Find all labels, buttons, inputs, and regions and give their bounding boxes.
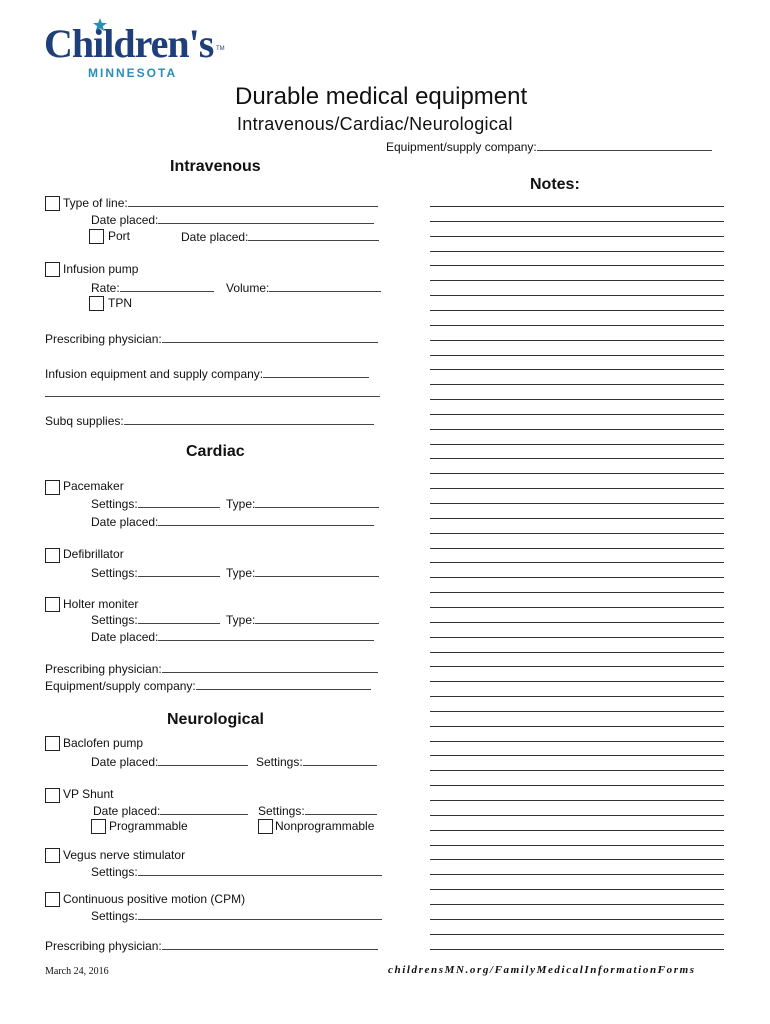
vp-settings-field[interactable]: Settings: — [258, 803, 377, 818]
note-line[interactable] — [430, 949, 724, 950]
note-line[interactable] — [430, 696, 724, 697]
note-line[interactable] — [430, 889, 724, 890]
note-line[interactable] — [430, 355, 724, 356]
note-line[interactable] — [430, 251, 724, 252]
neuro-prescribing-physician-field[interactable]: Prescribing physician: — [45, 938, 378, 953]
note-line[interactable] — [430, 815, 724, 816]
note-line[interactable] — [430, 562, 724, 563]
note-line[interactable] — [430, 770, 724, 771]
note-line[interactable] — [430, 340, 724, 341]
note-line[interactable] — [430, 503, 724, 504]
section-heading-intravenous: Intravenous — [170, 158, 261, 175]
holter-date-placed-field[interactable]: Date placed: — [91, 629, 374, 644]
note-line[interactable] — [430, 414, 724, 415]
note-line[interactable] — [430, 533, 724, 534]
note-line[interactable] — [430, 473, 724, 474]
note-line[interactable] — [430, 845, 724, 846]
logo-subtitle: MINNESOTA — [88, 66, 178, 80]
pacemaker-date-placed-field[interactable]: Date placed: — [91, 514, 374, 529]
type-of-line-field[interactable]: Type of line: — [63, 195, 378, 210]
rate-field[interactable]: Rate: — [91, 280, 214, 295]
logo-wordmark: Children's — [44, 21, 214, 66]
section-heading-neurological: Neurological — [167, 711, 264, 728]
vp-date-placed-field[interactable]: Date placed: — [93, 803, 248, 818]
note-line[interactable] — [430, 369, 724, 370]
pacemaker-type-field[interactable]: Type: — [226, 496, 379, 511]
note-line[interactable] — [430, 384, 724, 385]
note-line[interactable] — [430, 637, 724, 638]
note-line[interactable] — [430, 265, 724, 266]
vp-shunt-checkbox[interactable] — [45, 788, 60, 803]
note-line[interactable] — [430, 934, 724, 935]
iv-prescribing-physician-field[interactable]: Prescribing physician: — [45, 331, 378, 346]
pacemaker-settings-field[interactable]: Settings: — [91, 496, 220, 511]
subq-supplies-field[interactable]: Subq supplies: — [45, 413, 374, 428]
type-of-line-checkbox[interactable] — [45, 196, 60, 211]
footer-date: March 24, 2016 — [45, 966, 109, 977]
note-line[interactable] — [430, 221, 724, 222]
section-heading-cardiac: Cardiac — [186, 443, 245, 460]
note-line[interactable] — [430, 295, 724, 296]
note-line[interactable] — [430, 206, 724, 207]
note-line[interactable] — [430, 726, 724, 727]
note-line[interactable] — [430, 622, 724, 623]
logo-trademark: TM — [216, 46, 225, 52]
programmable-checkbox[interactable] — [91, 819, 106, 834]
cardiac-equipment-company-field[interactable]: Equipment/supply company: — [45, 678, 371, 693]
note-line[interactable] — [430, 236, 724, 237]
vegus-label: Vegus nerve stimulator — [63, 848, 186, 862]
tpn-checkbox[interactable] — [89, 296, 104, 311]
note-line[interactable] — [430, 652, 724, 653]
note-line[interactable] — [430, 919, 724, 920]
nonprogrammable-label: Nonprogrammable — [275, 819, 375, 833]
defibrillator-checkbox[interactable] — [45, 548, 60, 563]
note-line[interactable] — [430, 741, 724, 742]
note-line[interactable] — [430, 518, 724, 519]
note-line[interactable] — [430, 577, 724, 578]
pacemaker-checkbox[interactable] — [45, 480, 60, 495]
baclofen-checkbox[interactable] — [45, 736, 60, 751]
page-title: Durable medical equipment — [235, 83, 528, 110]
baclofen-label: Baclofen pump — [63, 736, 144, 750]
note-line[interactable] — [430, 830, 724, 831]
note-line[interactable] — [430, 874, 724, 875]
cardiac-prescribing-physician-field[interactable]: Prescribing physician: — [45, 661, 378, 676]
footer-url[interactable]: childrensMN.org/FamilyMedicalInformationForms — [388, 964, 696, 976]
vegus-checkbox[interactable] — [45, 848, 60, 863]
infusion-company-line-2[interactable] — [45, 396, 380, 397]
note-line[interactable] — [430, 310, 724, 311]
note-line[interactable] — [430, 548, 724, 549]
note-line[interactable] — [430, 711, 724, 712]
note-line[interactable] — [430, 488, 724, 489]
programmable-label: Programmable — [109, 819, 188, 833]
note-line[interactable] — [430, 755, 724, 756]
cpm-settings-field[interactable]: Settings: — [91, 908, 382, 923]
cpm-label: Continuous positive motion (CPM) — [63, 892, 246, 906]
line-date-placed-field[interactable]: Date placed: — [91, 212, 374, 227]
note-line[interactable] — [430, 429, 724, 430]
vegus-settings-field[interactable]: Settings: — [91, 864, 382, 879]
equipment-company-field[interactable]: Equipment/supply company: — [386, 139, 712, 154]
note-line[interactable] — [430, 681, 724, 682]
nonprogrammable-checkbox[interactable] — [258, 819, 273, 834]
port-label: Port — [108, 229, 131, 243]
port-checkbox[interactable] — [89, 229, 104, 244]
holter-label: Holter moniter — [63, 597, 139, 611]
port-date-placed-field[interactable]: Date placed: — [181, 229, 379, 244]
volume-field[interactable]: Volume: — [226, 280, 381, 295]
holter-type-field[interactable]: Type: — [226, 612, 379, 627]
infusion-pump-label: Infusion pump — [63, 262, 139, 276]
note-line[interactable] — [430, 607, 724, 608]
note-line[interactable] — [430, 800, 724, 801]
page-subtitle: Intravenous/Cardiac/Neurological — [237, 114, 513, 134]
vp-shunt-label: VP Shunt — [63, 787, 114, 801]
holter-checkbox[interactable] — [45, 597, 60, 612]
note-line[interactable] — [430, 592, 724, 593]
note-line[interactable] — [430, 859, 724, 860]
defibrillator-label: Defibrillator — [63, 547, 124, 561]
pacemaker-label: Pacemaker — [63, 479, 124, 493]
cpm-checkbox[interactable] — [45, 892, 60, 907]
note-line[interactable] — [430, 280, 724, 281]
defibrillator-type-field[interactable]: Type: — [226, 565, 379, 580]
baclofen-date-placed-field[interactable]: Date placed: — [91, 754, 248, 769]
baclofen-settings-field[interactable]: Settings: — [256, 754, 377, 769]
note-line[interactable] — [430, 666, 724, 667]
note-line[interactable] — [430, 458, 724, 459]
note-line[interactable] — [430, 325, 724, 326]
note-line[interactable] — [430, 399, 724, 400]
holter-settings-field[interactable]: Settings: — [91, 612, 220, 627]
notes-heading: Notes: — [530, 176, 580, 193]
note-line[interactable] — [430, 444, 724, 445]
defibrillator-settings-field[interactable]: Settings: — [91, 565, 220, 580]
tpn-label: TPN — [108, 296, 132, 310]
infusion-company-field[interactable]: Infusion equipment and supply company: — [45, 366, 369, 381]
note-line[interactable] — [430, 904, 724, 905]
infusion-pump-checkbox[interactable] — [45, 262, 60, 277]
note-line[interactable] — [430, 785, 724, 786]
